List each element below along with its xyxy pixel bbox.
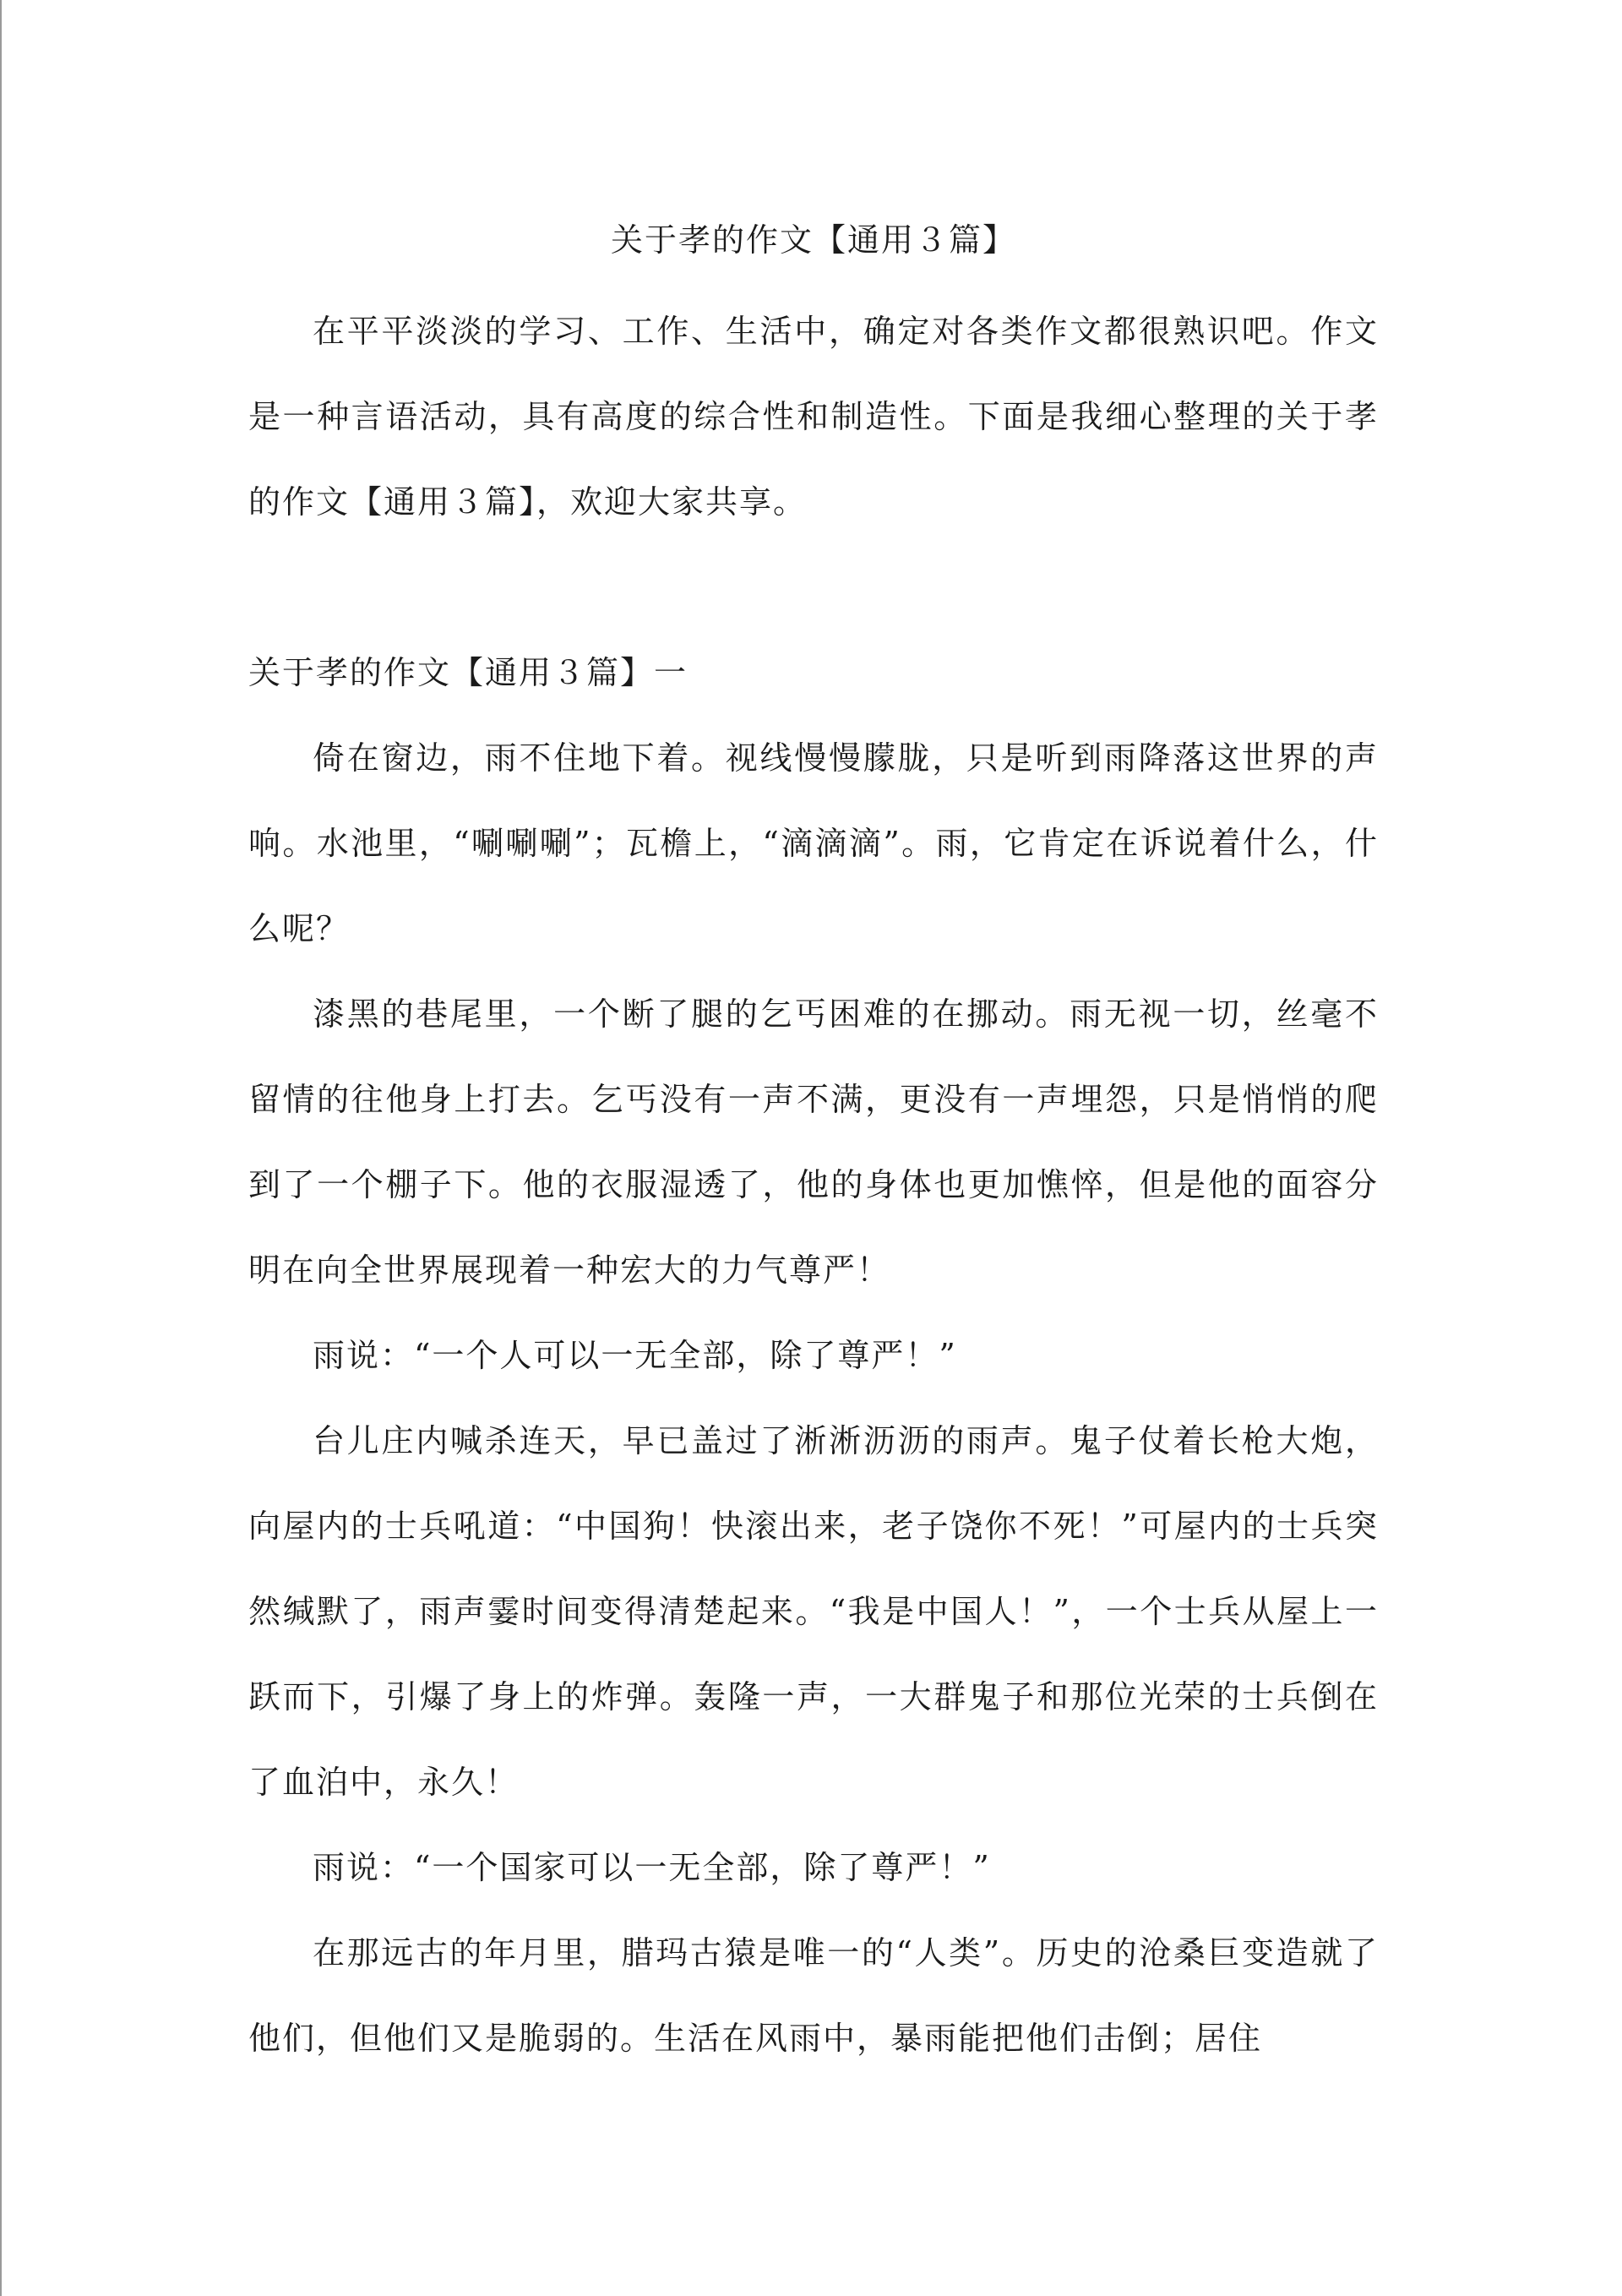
body-paragraph: 倚在窗边，雨不住地下着。视线慢慢朦胧，只是听到雨降落这世界的声响。水池里，“唰唰唰”；瓦檐上，“滴滴滴”。雨，它肯定在诉说着什么，什么呢？ [248,739,1379,947]
document-body [248,211,1379,2081]
body-paragraph: 雨说：“一个国家可以一无全部，除了尊严！” [313,1849,991,1886]
body-paragraph: 雨说：“一个人可以一无全部，除了尊严！” [313,1337,957,1374]
body-paragraph: 台儿庄内喊杀连天，早已盖过了淅淅沥沥的雨声。鬼子仗着长枪大炮，向屋内的士兵吼道：“中国狗！快滚出来，老子饶你不死！”可屋内的士兵突然缄默了，雨声霎时间变得清楚起来。“我是中国人！”，一个士兵从屋上一跃而下，引爆了身上的炸弹。轰隆一声，一大群鬼子和那位光荣的士兵倒在了血泊中，永久！ [248,1422,1379,1801]
intro-paragraph: 在平平淡淡的学习、工作、生活中，确定对各类作文都很熟识吧。作文是一种言语活动，具有高度的综合性和制造性。下面是我细心整理的关于孝的作文【通用３篇】，欢迎大家共享。 [248,313,1379,521]
section-heading: 关于孝的作文【通用３篇】一 [248,654,689,691]
body-paragraph: 漆黑的巷尾里，一个断了腿的乞丐困难的在挪动。雨无视一切，丝毫不留情的往他身上打去。乞丐没有一声不满，更没有一声埋怨，只是悄悄的爬到了一个棚子下。他的衣服湿透了，他的身体也更加憔悴，但是他的面容分明在向全世界展现着一种宏大的力气尊严！ [248,995,1379,1289]
document-title: 关于孝的作文【通用３篇】 [610,221,1016,259]
body-paragraph: 在那远古的年月里，腊玛古猿是唯一的“人类”。历史的沧桑巨变造就了他们，但他们又是脆弱的。生活在风雨中，暴雨能把他们击倒；居住 [248,1934,1379,2057]
